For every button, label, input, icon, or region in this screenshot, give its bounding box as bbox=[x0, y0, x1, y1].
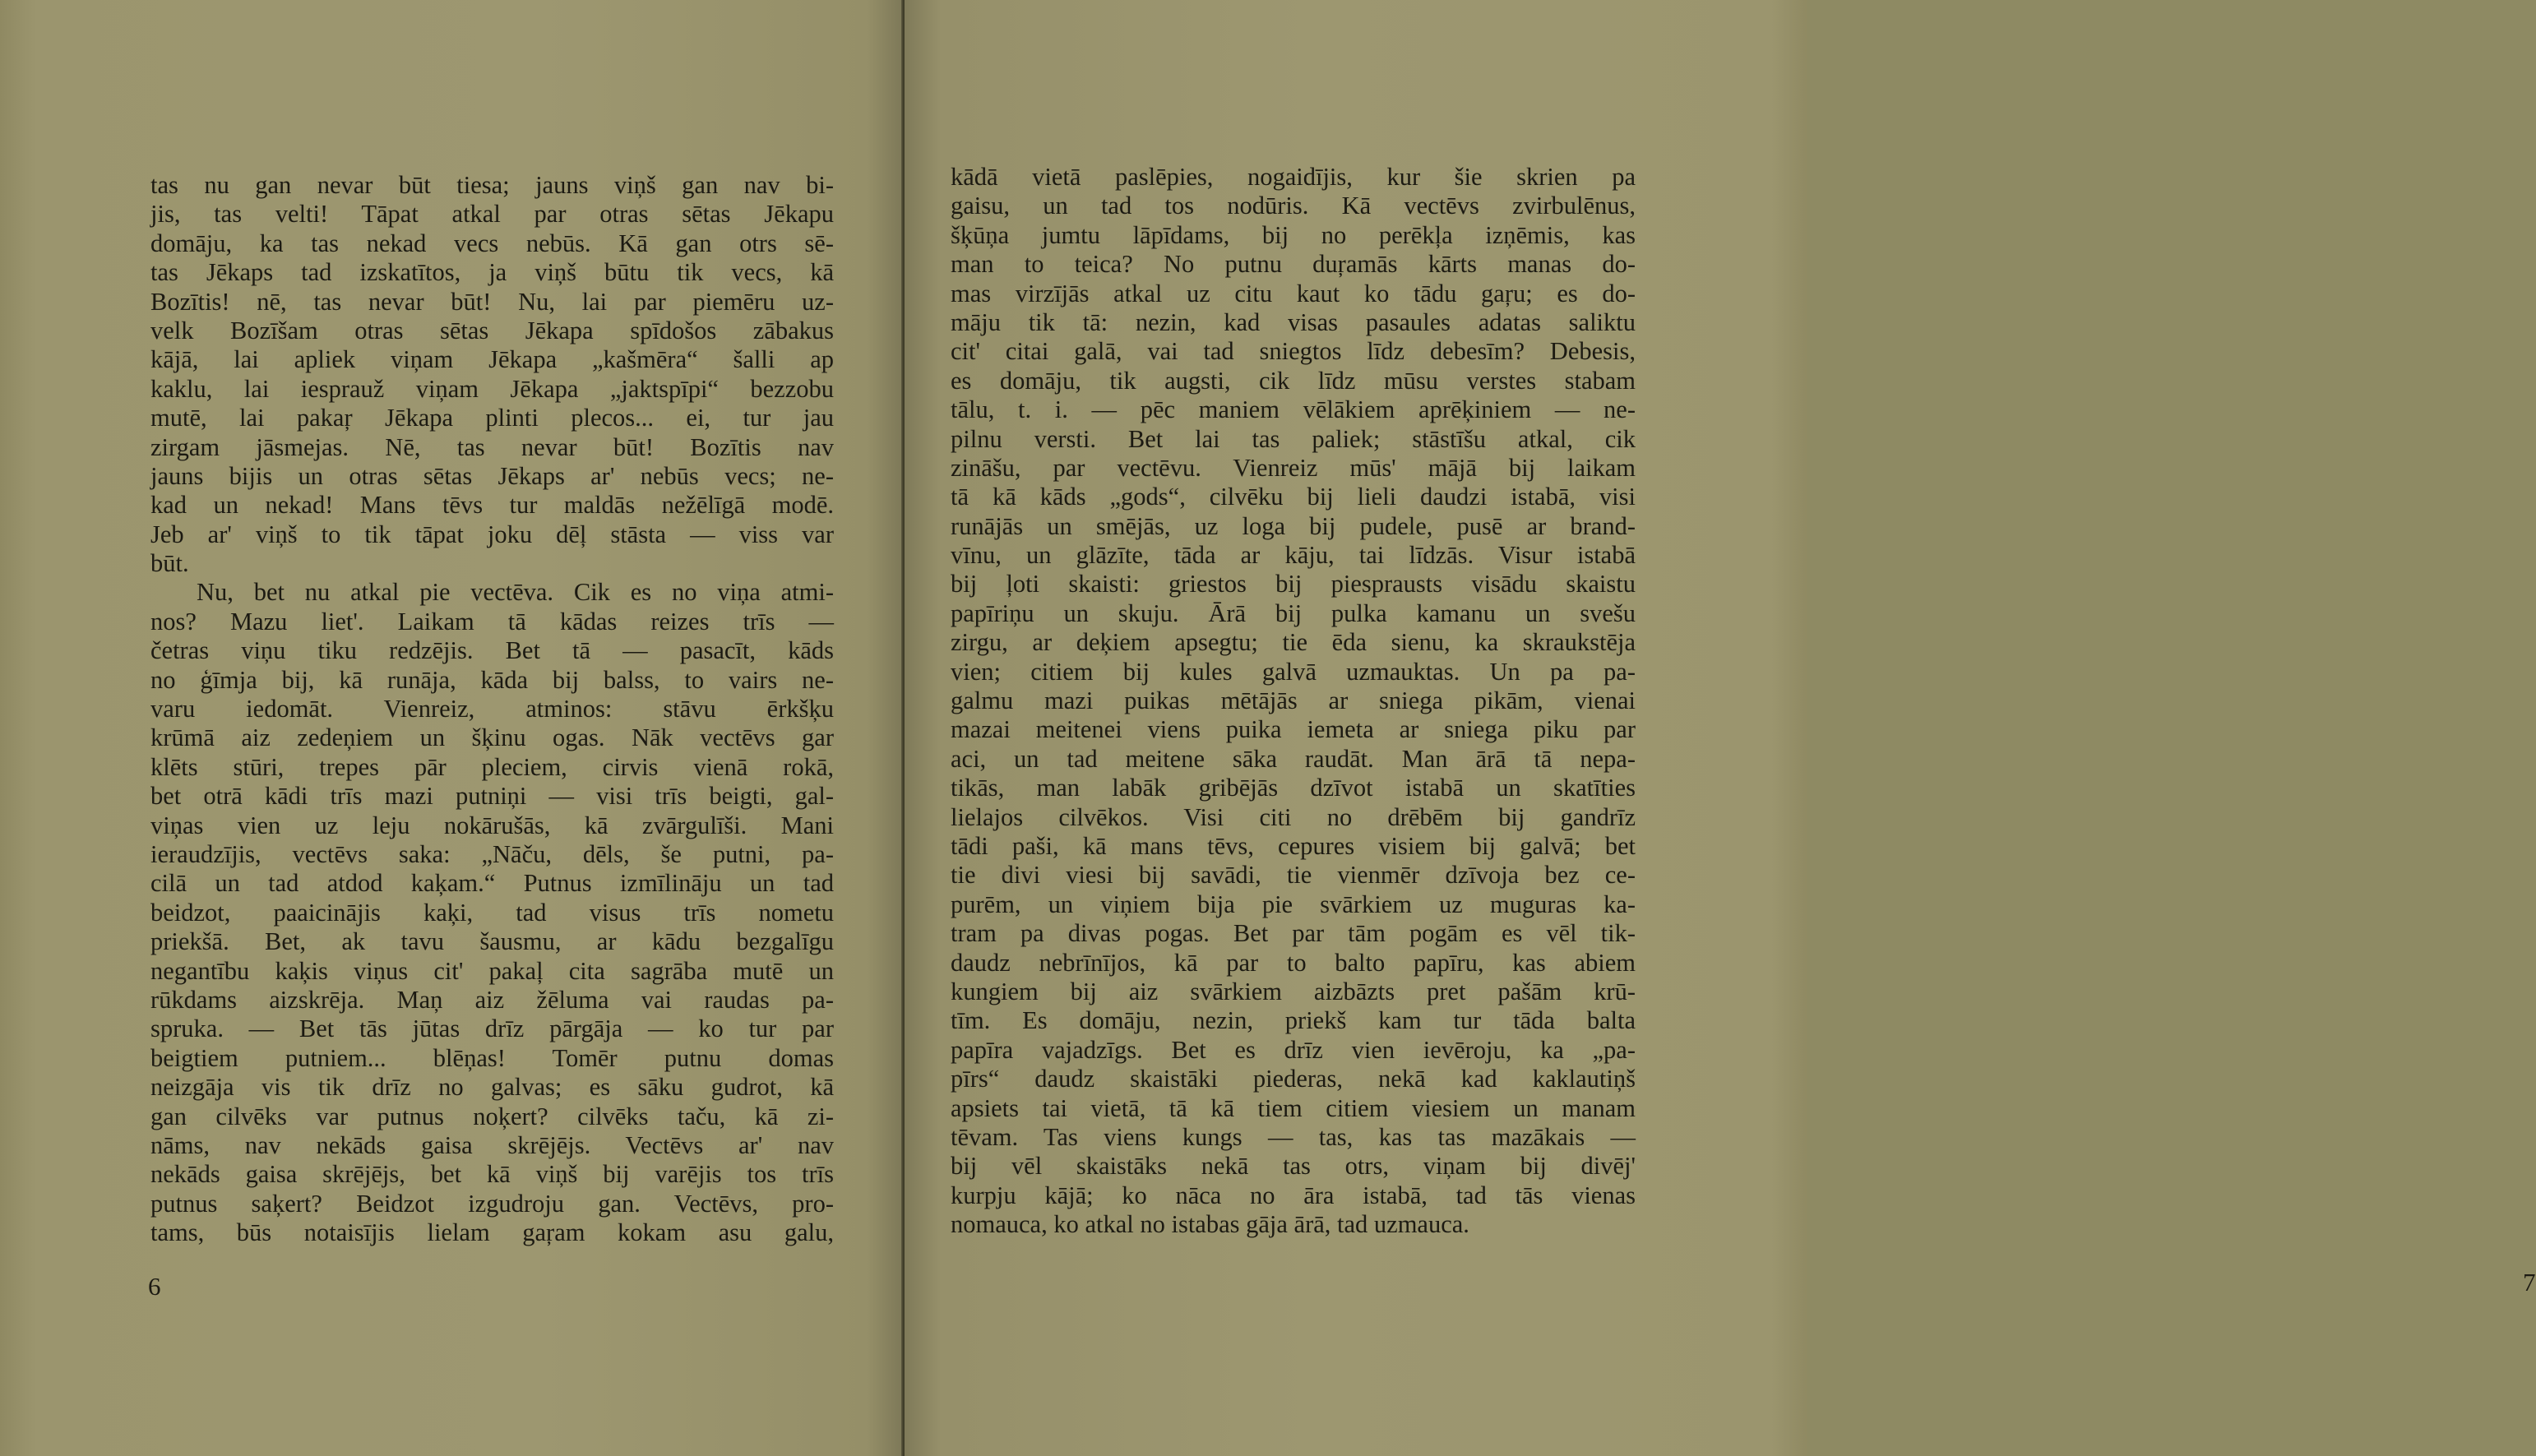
text-line: klēts stūri, trepes pār pleciem, cirvis vienā rokā, bbox=[150, 752, 834, 781]
text-line: nomauca, ko atkal no istabas gāja ārā, tad uzmauca. bbox=[951, 1210, 1469, 1239]
text-line: nos? Mazu liet'. Laikam tā kādas reizes trīs — bbox=[150, 607, 834, 636]
text-line: bet otrā kādi trīs mazi putniņi — visi trīs beigti, gal- bbox=[150, 782, 834, 811]
text-line: pīrs“ daudz skaistāki piederas, nekā kad kaklautiņš bbox=[951, 1065, 1636, 1093]
text-line: krūmā aiz zedeņiem un šķinu ogas. Nāk vectēvs gar bbox=[150, 723, 834, 752]
text-line: papīra vajadzīgs. Bet es drīz vien ievēroju, ka „pa- bbox=[951, 1035, 1636, 1064]
text-line: velk Bozīšam otras sētas Jēkapa spīdošos zābakus bbox=[150, 316, 834, 344]
text-line: ieraudzījis, vectēvs saka: „Nāču, dēls, še putni, pa- bbox=[150, 839, 834, 868]
text-line: beidzot, paaicinājis kaķi, tad visus trīs nometu bbox=[150, 898, 834, 927]
text-line: māju tik tā: nezin, kad visas pasaules adatas saliktu bbox=[951, 307, 1636, 336]
text-line: nāms, nav nekāds gaisa skrējējs. Vectēvs ar' nav bbox=[150, 1130, 834, 1159]
text-line: viņas vien uz leju nokārušās, kā zvārgulīši. Mani bbox=[150, 811, 834, 839]
text-line: jis, tas velti! Tāpat atkal par otras sētas Jēkapu bbox=[150, 200, 834, 229]
text-line: kājā, lai apliek viņam Jēkapa „kašmēra“ šalli ap bbox=[150, 345, 834, 374]
text-line: putnus saķert? Beidzot izgudroju gan. Vectēvs, pro- bbox=[150, 1189, 834, 1218]
page-number: 6 bbox=[148, 1272, 161, 1301]
text-line: Nu, bet nu atkal pie vectēva. Cik es no viņa atmi- bbox=[197, 578, 834, 607]
text-line: runājās un smējās, uz loga bij pudele, pusē ar brand- bbox=[951, 511, 1636, 540]
text-line: es domāju, tik augsti, cik līdz mūsu verstes stabam bbox=[951, 366, 1636, 395]
text-line: priekšā. Bet, ak tavu šausmu, ar kādu bezgalīgu bbox=[150, 927, 834, 956]
text-line: kurpju kājā; ko nāca no āra istabā, tad tās vienas bbox=[951, 1181, 1636, 1209]
text-line: tīm. Es domāju, nezin, priekš kam tur tāda balta bbox=[951, 1006, 1636, 1035]
text-line: tālu, t. i. — pēc maniem vēlākiem aprēķiniem — ne- bbox=[951, 395, 1636, 424]
text-line: mas virzījās atkal uz citu kaut ko tādu gaŗu; es do- bbox=[951, 279, 1636, 307]
text-line: daudz nebrīnījos, kā par to balto papīru, kas abiem bbox=[951, 948, 1636, 977]
text-line: pilnu versti. Bet lai tas paliek; stāstīšu atkal, cik bbox=[951, 424, 1636, 453]
text-line: apsiets tai vietā, tā kā tiem citiem viesiem un manam bbox=[951, 1093, 1636, 1122]
text-line: aci, un tad meitene sāka raudāt. Man ārā tā nepa- bbox=[951, 744, 1636, 773]
text-line: tram pa divas pogas. Bet par tām pogām es vēl tik- bbox=[951, 919, 1636, 948]
text-line: domāju, ka tas nekad vecs nebūs. Kā gan otrs sē- bbox=[150, 229, 834, 257]
text-line: Bozītis! nē, tas nevar būt! Nu, lai par piemēru uz- bbox=[150, 287, 834, 316]
text-line: bij vēl skaistāks nekā tas otrs, viņam bij divēj' bbox=[951, 1152, 1636, 1181]
text-line: četras viņu tiku redzējis. Bet tā — pasacīt, kāds bbox=[150, 636, 834, 665]
text-line: papīriņu un skuju. Ārā bij pulka kamanu un svešu bbox=[951, 599, 1636, 627]
text-line: tikās, man labāk gribējās dzīvot istabā un skatīties bbox=[951, 774, 1636, 802]
text-line: kungiem bij aiz svārkiem aizbāzts pret pašām krū- bbox=[951, 977, 1636, 1005]
text-line: man to teica? No putnu duŗamās kārts manas do- bbox=[951, 250, 1636, 279]
text-line: mutē, lai pakaŗ Jēkapa plinti plecos... ei, tur jau bbox=[150, 404, 834, 432]
text-line: vīnu, un glāzīte, tāda ar kāju, tai līdzās. Visur istabā bbox=[951, 541, 1636, 570]
text-line: tēvam. Tas viens kungs — tas, kas tas mazākais — bbox=[951, 1122, 1636, 1151]
text-line: vien; citiem bij kules galvā uzmauktas. Un pa pa- bbox=[951, 657, 1636, 686]
text-line: neizgāja vis tik drīz no galvas; es sāku gudrot, kā bbox=[150, 1073, 834, 1102]
text-line: tas nu gan nevar būt tiesa; jauns viņš gan nav bi- bbox=[150, 171, 834, 199]
text-line: gaisu, un tad tos nodūris. Kā vectēvs zvirbulēnus, bbox=[951, 192, 1636, 220]
text-line: šķūņa jumtu lāpīdams, bij no perēkļa izņēmis, kas bbox=[951, 220, 1636, 249]
text-line: spruka. — Bet tās jūtas drīz pārgāja — ko tur par bbox=[150, 1015, 834, 1043]
text-line: tie divi viesi bij savādi, tie vienmēr dzīvoja bez ce- bbox=[951, 861, 1636, 890]
text-line: nekāds gaisa skrējējs, bet kā viņš bij varējis tos trīs bbox=[150, 1160, 834, 1189]
text-line: tā kā kāds „gods“, cilvēku bij lieli daudzi istabā, visi bbox=[951, 483, 1636, 511]
text-line: rūkdams aizskrēja. Maņ aiz žēluma vai raudas pa- bbox=[150, 985, 834, 1014]
text-line: galmu mazi puikas mētājās ar sniega pikām, vienai bbox=[951, 686, 1636, 715]
text-line: cit' citai galā, vai tad sniegtos līdz debesīm? Debesis, bbox=[951, 337, 1636, 366]
text-line: gan cilvēks var putnus noķert? cilvēks taču, kā zi- bbox=[150, 1102, 834, 1130]
text-line: varu iedomāt. Vienreiz, atminos: stāvu ērkšķu bbox=[150, 695, 834, 723]
text-line: Jeb ar' viņš to tik tāpat joku dēļ stāsta — viss var bbox=[150, 520, 834, 548]
text-line: mazai meitenei viens puika iemeta ar sniega piku par bbox=[951, 715, 1636, 744]
right-page-text bbox=[951, 163, 1636, 1239]
text-line: tams, būs notaisījis lielam gaŗam kokam asu galu, bbox=[150, 1218, 834, 1247]
text-line: negantību kaķis viņus cit' pakaļ cita sagrāba mutē un bbox=[150, 956, 834, 985]
text-line: lielajos cilvēkos. Visi citi no drēbēm bij gandrīz bbox=[951, 802, 1636, 831]
text-line: purēm, un viņiem bija pie svārkiem uz muguras ka- bbox=[951, 890, 1636, 918]
text-line: zirgam jāsmejas. Nē, tas nevar būt! Bozītis nav bbox=[150, 432, 834, 461]
text-line: kādā vietā paslēpies, nogaidījis, kur šie skrien pa bbox=[951, 163, 1636, 191]
text-line: no ģīmja bij, kā runāja, kāda bij balss, to vairs ne- bbox=[150, 665, 834, 694]
left-page bbox=[0, 0, 903, 1456]
text-line: tas Jēkaps tad izskatītos, ja viņš būtu tik vecs, kā bbox=[150, 258, 834, 287]
text-line: jauns bijis un otras sētas Jēkaps ar' nebūs vecs; ne- bbox=[150, 461, 834, 490]
text-line: tādi paši, kā mans tēvs, cepures visiem bij galvā; bet bbox=[951, 831, 1636, 860]
text-line: kad un nekad! Mans tēvs tur maldās nežēlīgā modē. bbox=[150, 491, 834, 520]
text-line: zināšu, par vectēvu. Vienreiz mūs' mājā bij laikam bbox=[951, 453, 1636, 482]
text-line: beigtiem putniem... blēņas! Tomēr putnu domas bbox=[150, 1043, 834, 1072]
text-line: kaklu, lai iesprauž viņam Jēkapa „jaktspīpi“ bezzobu bbox=[150, 374, 834, 403]
left-page-text bbox=[150, 171, 834, 1247]
text-line: cilā un tad atdod kaķam.“ Putnus izmīlināju un tad bbox=[150, 869, 834, 898]
text-line: būt. bbox=[150, 549, 189, 578]
text-line: zirgu, ar deķiem apsegtu; tie ēda sienu, ka skraukstēja bbox=[951, 628, 1636, 657]
text-line: bij ļoti skaisti: griestos bij piesprausts visādu skaistu bbox=[951, 570, 1636, 599]
page-number: 7 bbox=[2523, 1268, 2536, 1297]
